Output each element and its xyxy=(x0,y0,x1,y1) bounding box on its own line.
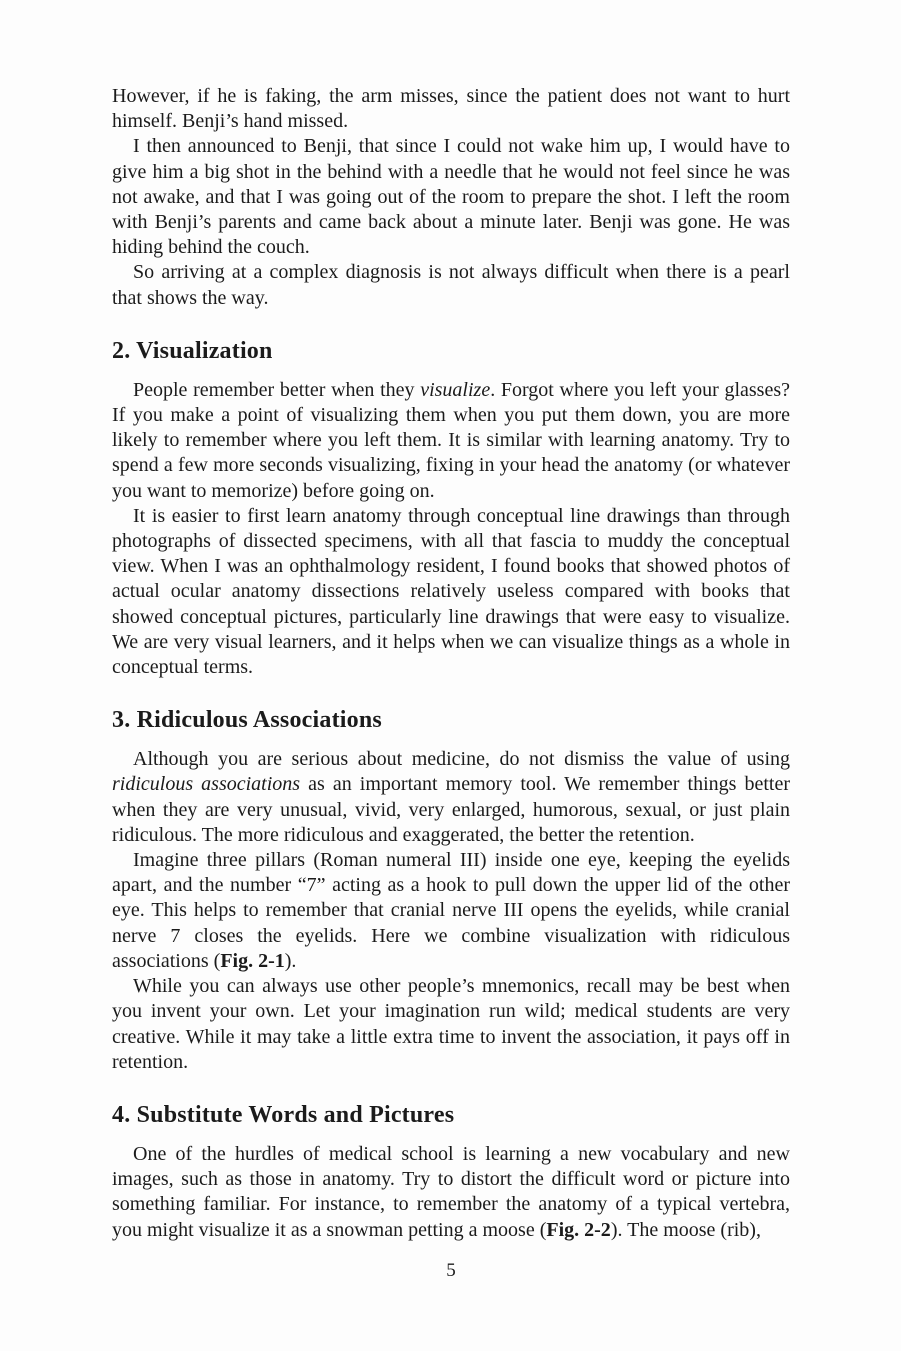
paragraph-substitute-1 xyxy=(112,1142,790,1243)
text-run: Although you are serious about medicine, do not dismiss the value of using xyxy=(133,748,790,771)
paragraph-visualization-2: It is easier to first learn anatomy through conceptual line drawings than through photographs of dissected specimens, with all that fascia to muddy the conceptual view. When I was an ophthalmology resident, I found books that showed photos of actual ocular anatomy dissections relatively useless compared with books that showed conceptual pictures, particularly line drawings that were easy to visualize. We are very visual learners, and it helps when we can visualize things as a whole in conceptual terms. xyxy=(112,504,790,679)
text-run: as an important memory tool. We remember things better when they are very unusual, vivid, very enlarged, humorous, sexual, or just plain ridiculous. The more ridiculous and exaggerated, the better the retention. xyxy=(112,773,790,846)
text-run: ). The moose (rib), xyxy=(610,1218,761,1241)
paragraph-intro-continuation: However, if he is faking, the arm misses, since the patient does not want to hurt himself. Benji’s hand missed. xyxy=(112,85,790,133)
text-run: Imagine three pillars (Roman numeral III) inside one eye, keeping the eyelids apart, and the number “7” acting as a hook to pull down the upper lid of the other eye. This helps to remember that cranial nerve III opens the eyelids, while cranial nerve 7 closes the eyelids. Here we combine visualization with ridiculous associations ( xyxy=(112,849,790,972)
text-run: ). xyxy=(284,949,297,972)
paragraph-ridiculous-2 xyxy=(112,848,790,974)
italic-term-ridiculous-associations: ridiculous associations xyxy=(112,773,301,796)
page-number: 5 xyxy=(446,1260,456,1281)
text-run: One of the hurdles of medical school is learning a new vocabulary and new images, such as those in anatomy. Try to distort the difficult word or picture into something familiar. For instance, to remember the anatomy of a typical vertebra, you might visualize it as a snowman petting a moose ( xyxy=(112,1142,790,1241)
paragraph-intro-benji-shot: I then announced to Benji, that since I could not wake him up, I would have to give him a big shot in the behind with a needle that he would not feel since he was not awake, and that I was going out of the room to prepare the shot. I left the room with Benji’s parents and came back about a minute later. Benji was gone. He was hiding behind the couch. xyxy=(112,135,790,259)
paragraph-ridiculous-1 xyxy=(112,747,790,848)
section-heading-visualization: 2. Visualization xyxy=(112,337,273,364)
paragraph-visualization-1 xyxy=(112,378,790,504)
page-footer xyxy=(112,1258,790,1283)
text-run: People remember better when they xyxy=(133,378,421,401)
italic-term-visualize: visualize xyxy=(420,378,491,401)
section-heading-ridiculous-associations: 3. Ridiculous Associations xyxy=(112,707,382,734)
page-text-block xyxy=(112,84,790,1243)
paragraph-intro-pearl: So arriving at a complex diagnosis is not always difficult when there is a pearl that shows the way. xyxy=(112,261,790,309)
paragraph-ridiculous-3: While you can always use other people’s mnemonics, recall may be best when you invent your own. Let your imagination run wild; medical students are very creative. While it may take a little extra time to invent the association, it pays off in retention. xyxy=(112,975,790,1073)
text-run: . Forgot where you left your glasses? If you make a point of visualizing them when you put them down, you are more likely to remember where you left them. It is similar with learning anatomy. Try to spend a few more seconds visualizing, fixing in your head the anatomy (or whatever you want to memorize) before going on. xyxy=(112,378,790,502)
figure-reference-2-2: Fig. 2-2 xyxy=(546,1218,611,1241)
section-heading-substitute-words: 4. Substitute Words and Pictures xyxy=(112,1101,455,1128)
figure-reference-2-1: Fig. 2-1 xyxy=(220,949,285,972)
